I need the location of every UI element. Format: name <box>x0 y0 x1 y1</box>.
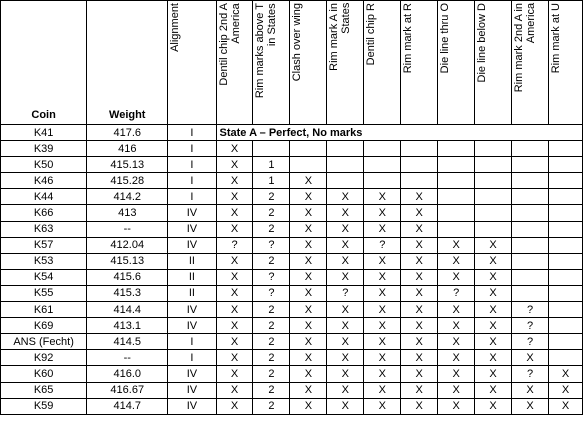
mark-header <box>401 1 438 125</box>
mark-cell: X <box>438 350 475 366</box>
weight-cell: 413 <box>87 205 168 221</box>
mark-cell: X <box>364 205 401 221</box>
alignment-cell: II <box>168 253 216 269</box>
mark-cell <box>438 157 475 173</box>
mark-cell <box>512 205 549 221</box>
weight-cell: 416 <box>87 141 168 157</box>
mark-cell: X <box>548 366 582 382</box>
mark-cell: X <box>438 334 475 350</box>
mark-cell <box>548 157 582 173</box>
mark-cell: X <box>327 221 364 237</box>
mark-header <box>327 1 364 125</box>
table-row <box>1 189 583 205</box>
alignment-cell: IV <box>168 382 216 398</box>
mark-cell: X <box>216 334 253 350</box>
mark-cell <box>364 173 401 189</box>
mark-cell: X <box>401 350 438 366</box>
mark-cell: ? <box>253 237 290 253</box>
mark-cell <box>290 141 327 157</box>
mark-cell <box>253 141 290 157</box>
weight-cell: 414.4 <box>87 302 168 318</box>
mark-header <box>216 1 253 125</box>
mark-cell: X <box>327 398 364 414</box>
mark-cell: 2 <box>253 366 290 382</box>
state-note-cell: State A – Perfect, No marks <box>216 125 582 141</box>
mark-cell: X <box>401 237 438 253</box>
coin-cell: K50 <box>1 157 87 173</box>
mark-cell: X <box>438 302 475 318</box>
mark-cell: 2 <box>253 382 290 398</box>
mark-header-label: Rim mark 2nd A in America <box>513 2 538 92</box>
mark-cell: ? <box>364 237 401 253</box>
mark-cell: X <box>438 269 475 285</box>
table-row <box>1 173 583 189</box>
mark-cell: X <box>364 269 401 285</box>
mark-cell: ? <box>512 318 549 334</box>
mark-cell: X <box>364 221 401 237</box>
table-row <box>1 366 583 382</box>
mark-cell: X <box>290 253 327 269</box>
table-row <box>1 237 583 253</box>
mark-cell: X <box>216 189 253 205</box>
mark-cell: 2 <box>253 189 290 205</box>
mark-cell: X <box>290 350 327 366</box>
mark-cell: X <box>438 253 475 269</box>
mark-cell: X <box>438 237 475 253</box>
mark-header <box>253 1 290 125</box>
mark-cell: X <box>216 382 253 398</box>
mark-cell: 2 <box>253 221 290 237</box>
mark-cell: X <box>290 382 327 398</box>
mark-cell <box>548 221 582 237</box>
mark-cell: X <box>364 398 401 414</box>
mark-header-label: Rim mark A in States <box>328 2 353 71</box>
coin-cell: ANS (Fecht) <box>1 334 87 350</box>
mark-cell: ? <box>438 285 475 301</box>
mark-cell <box>401 173 438 189</box>
mark-header <box>512 1 549 125</box>
mark-cell <box>364 157 401 173</box>
mark-header <box>548 1 582 125</box>
mark-cell: X <box>438 398 475 414</box>
mark-cell <box>401 157 438 173</box>
mark-cell <box>438 173 475 189</box>
mark-cell: X <box>327 269 364 285</box>
mark-cell: 2 <box>253 398 290 414</box>
mark-cell <box>548 302 582 318</box>
mark-cell: ? <box>216 237 253 253</box>
mark-cell: X <box>475 302 512 318</box>
mark-header <box>438 1 475 125</box>
mark-cell <box>475 221 512 237</box>
mark-cell <box>327 173 364 189</box>
coin-cell: K66 <box>1 205 87 221</box>
mark-cell: X <box>401 253 438 269</box>
mark-cell: X <box>475 350 512 366</box>
alignment-cell: IV <box>168 302 216 318</box>
mark-cell <box>512 173 549 189</box>
alignment-cell: I <box>168 125 216 141</box>
mark-cell: X <box>475 318 512 334</box>
table-row <box>1 318 583 334</box>
alignment-cell: I <box>168 141 216 157</box>
table-row <box>1 269 583 285</box>
table-row <box>1 253 583 269</box>
mark-cell: X <box>475 366 512 382</box>
mark-cell: X <box>475 285 512 301</box>
mark-cell: X <box>401 382 438 398</box>
mark-cell <box>548 334 582 350</box>
mark-cell <box>475 205 512 221</box>
mark-cell <box>438 141 475 157</box>
mark-cell: X <box>475 237 512 253</box>
mark-cell: X <box>364 334 401 350</box>
mark-cell: X <box>475 269 512 285</box>
mark-cell <box>548 285 582 301</box>
alignment-cell: II <box>168 285 216 301</box>
mark-cell: X <box>327 302 364 318</box>
weight-cell: 414.5 <box>87 334 168 350</box>
header-row <box>1 1 583 125</box>
mark-cell <box>548 253 582 269</box>
mark-cell: ? <box>512 366 549 382</box>
alignment-cell: IV <box>168 398 216 414</box>
alignment-cell: II <box>168 269 216 285</box>
mark-cell <box>548 350 582 366</box>
mark-cell: X <box>327 382 364 398</box>
mark-cell: X <box>290 221 327 237</box>
mark-cell <box>548 173 582 189</box>
mark-header <box>364 1 401 125</box>
mark-cell: X <box>216 350 253 366</box>
mark-cell: X <box>401 221 438 237</box>
mark-cell <box>327 141 364 157</box>
table-row <box>1 157 583 173</box>
coin-cell: K41 <box>1 125 87 141</box>
mark-header-label: Clash over wing <box>291 2 304 81</box>
weight-cell: 416.0 <box>87 366 168 382</box>
mark-cell: X <box>548 398 582 414</box>
table-body <box>1 125 583 415</box>
mark-cell <box>475 157 512 173</box>
table-row <box>1 221 583 237</box>
alignment-cell: IV <box>168 318 216 334</box>
mark-header-label: Dentil chip R <box>365 2 378 65</box>
alignment-cell: IV <box>168 205 216 221</box>
coin-cell: K65 <box>1 382 87 398</box>
weight-cell: 415.13 <box>87 157 168 173</box>
mark-cell: X <box>512 382 549 398</box>
mark-cell: X <box>216 366 253 382</box>
mark-header-label: Dentil chip 2nd A America <box>217 2 242 86</box>
mark-cell: X <box>364 350 401 366</box>
mark-cell <box>548 189 582 205</box>
table-row <box>1 350 583 366</box>
alignment-header <box>168 1 216 125</box>
mark-cell <box>475 173 512 189</box>
mark-cell: X <box>290 173 327 189</box>
alignment-cell: IV <box>168 237 216 253</box>
mark-cell: X <box>327 318 364 334</box>
mark-cell: X <box>401 205 438 221</box>
mark-cell: X <box>216 398 253 414</box>
mark-cell: X <box>364 366 401 382</box>
mark-cell <box>364 141 401 157</box>
mark-cell: 2 <box>253 350 290 366</box>
mark-cell: ? <box>512 334 549 350</box>
mark-cell <box>401 141 438 157</box>
coin-header: Coin <box>1 1 87 125</box>
alignment-cell: IV <box>168 221 216 237</box>
mark-cell: ? <box>512 302 549 318</box>
mark-cell: 2 <box>253 318 290 334</box>
mark-cell: ? <box>253 285 290 301</box>
mark-cell: X <box>475 382 512 398</box>
mark-cell <box>548 318 582 334</box>
mark-cell <box>438 189 475 205</box>
mark-cell <box>475 189 512 205</box>
mark-cell: X <box>290 205 327 221</box>
coin-cell: K53 <box>1 253 87 269</box>
mark-cell: X <box>290 398 327 414</box>
mark-cell: X <box>290 302 327 318</box>
mark-header <box>475 1 512 125</box>
mark-cell: 1 <box>253 173 290 189</box>
mark-cell: X <box>512 398 549 414</box>
coin-cell: K60 <box>1 366 87 382</box>
mark-cell: X <box>401 285 438 301</box>
mark-header-label: Rim mark at U <box>549 2 562 73</box>
mark-cell: 2 <box>253 205 290 221</box>
alignment-header-label: Alignment <box>169 2 182 52</box>
weight-cell: 415.28 <box>87 173 168 189</box>
mark-cell: X <box>216 253 253 269</box>
mark-cell: X <box>512 350 549 366</box>
mark-cell: X <box>216 173 253 189</box>
mark-cell: X <box>290 334 327 350</box>
mark-cell <box>290 157 327 173</box>
mark-cell: X <box>401 398 438 414</box>
weight-cell: 415.13 <box>87 253 168 269</box>
mark-cell: X <box>327 237 364 253</box>
mark-cell: X <box>438 318 475 334</box>
coin-cell: K46 <box>1 173 87 189</box>
mark-cell: X <box>401 189 438 205</box>
coin-cell: K39 <box>1 141 87 157</box>
mark-cell <box>512 141 549 157</box>
coin-cell: K92 <box>1 350 87 366</box>
weight-cell: 415.3 <box>87 285 168 301</box>
alignment-cell: I <box>168 334 216 350</box>
mark-cell: X <box>438 366 475 382</box>
table-row <box>1 398 583 414</box>
table-row <box>1 141 583 157</box>
mark-cell: ? <box>253 269 290 285</box>
mark-cell <box>475 141 512 157</box>
coin-cell: K57 <box>1 237 87 253</box>
mark-cell: X <box>364 302 401 318</box>
mark-cell: X <box>216 221 253 237</box>
mark-cell: X <box>401 302 438 318</box>
mark-cell: X <box>327 366 364 382</box>
mark-cell: X <box>216 157 253 173</box>
mark-cell: 2 <box>253 253 290 269</box>
coin-cell: K61 <box>1 302 87 318</box>
mark-cell: ? <box>327 285 364 301</box>
mark-cell: X <box>364 189 401 205</box>
mark-cell: X <box>438 382 475 398</box>
mark-header <box>290 1 327 125</box>
mark-cell: X <box>290 318 327 334</box>
mark-cell <box>438 205 475 221</box>
mark-cell: X <box>290 269 327 285</box>
mark-cell: X <box>290 285 327 301</box>
coin-cell: K63 <box>1 221 87 237</box>
alignment-cell: IV <box>168 366 216 382</box>
mark-cell: X <box>401 366 438 382</box>
mark-cell: X <box>216 141 253 157</box>
mark-cell: X <box>327 350 364 366</box>
mark-cell: X <box>327 189 364 205</box>
mark-cell: X <box>401 269 438 285</box>
mark-header-label: Rim mark at R <box>402 2 415 73</box>
mark-header-label: Die line below D <box>476 2 489 82</box>
mark-cell: X <box>216 285 253 301</box>
mark-cell: X <box>364 382 401 398</box>
weight-cell: 412.04 <box>87 237 168 253</box>
mark-cell <box>512 285 549 301</box>
mark-cell: X <box>364 253 401 269</box>
mark-cell: X <box>290 237 327 253</box>
coin-cell: K59 <box>1 398 87 414</box>
weight-cell: 416.67 <box>87 382 168 398</box>
mark-header-label: Die line thru O <box>439 2 452 73</box>
mark-cell <box>548 141 582 157</box>
mark-cell: X <box>290 189 327 205</box>
weight-cell: -- <box>87 350 168 366</box>
mark-cell <box>548 205 582 221</box>
mark-cell: X <box>475 334 512 350</box>
mark-header-label: Rim marks above T in States <box>254 2 279 98</box>
mark-cell: X <box>216 205 253 221</box>
mark-cell <box>512 253 549 269</box>
weight-cell: 414.2 <box>87 189 168 205</box>
weight-cell: -- <box>87 221 168 237</box>
mark-cell: X <box>401 318 438 334</box>
mark-cell: 2 <box>253 302 290 318</box>
alignment-cell: I <box>168 189 216 205</box>
mark-cell: X <box>327 334 364 350</box>
weight-cell: 413.1 <box>87 318 168 334</box>
mark-cell: X <box>401 334 438 350</box>
mark-cell: X <box>548 382 582 398</box>
alignment-cell: I <box>168 157 216 173</box>
mark-cell: X <box>475 253 512 269</box>
coin-cell: K44 <box>1 189 87 205</box>
coin-cell: K54 <box>1 269 87 285</box>
alignment-cell: I <box>168 350 216 366</box>
weight-cell: 414.7 <box>87 398 168 414</box>
mark-cell: 2 <box>253 334 290 350</box>
table-row <box>1 205 583 221</box>
coin-cell: K55 <box>1 285 87 301</box>
mark-cell <box>548 237 582 253</box>
weight-cell: 417.6 <box>87 125 168 141</box>
mark-cell: X <box>216 318 253 334</box>
coin-cell: K69 <box>1 318 87 334</box>
weight-header: Weight <box>87 1 168 125</box>
mark-cell <box>512 237 549 253</box>
weight-cell: 415.6 <box>87 269 168 285</box>
mark-cell <box>438 221 475 237</box>
mark-cell: X <box>364 318 401 334</box>
mark-cell: X <box>364 285 401 301</box>
mark-cell <box>327 157 364 173</box>
mark-cell: 1 <box>253 157 290 173</box>
mark-cell <box>512 269 549 285</box>
table-row <box>1 125 583 141</box>
mark-cell: X <box>216 269 253 285</box>
mark-cell <box>512 221 549 237</box>
mark-cell: X <box>327 205 364 221</box>
table-row <box>1 334 583 350</box>
mark-cell <box>548 269 582 285</box>
alignment-cell: I <box>168 173 216 189</box>
table-row <box>1 302 583 318</box>
mark-cell <box>512 189 549 205</box>
table-row <box>1 382 583 398</box>
mark-cell: X <box>475 398 512 414</box>
mark-cell: X <box>290 366 327 382</box>
table-row <box>1 285 583 301</box>
mark-cell <box>512 157 549 173</box>
mark-cell: X <box>216 302 253 318</box>
mark-cell: X <box>327 253 364 269</box>
